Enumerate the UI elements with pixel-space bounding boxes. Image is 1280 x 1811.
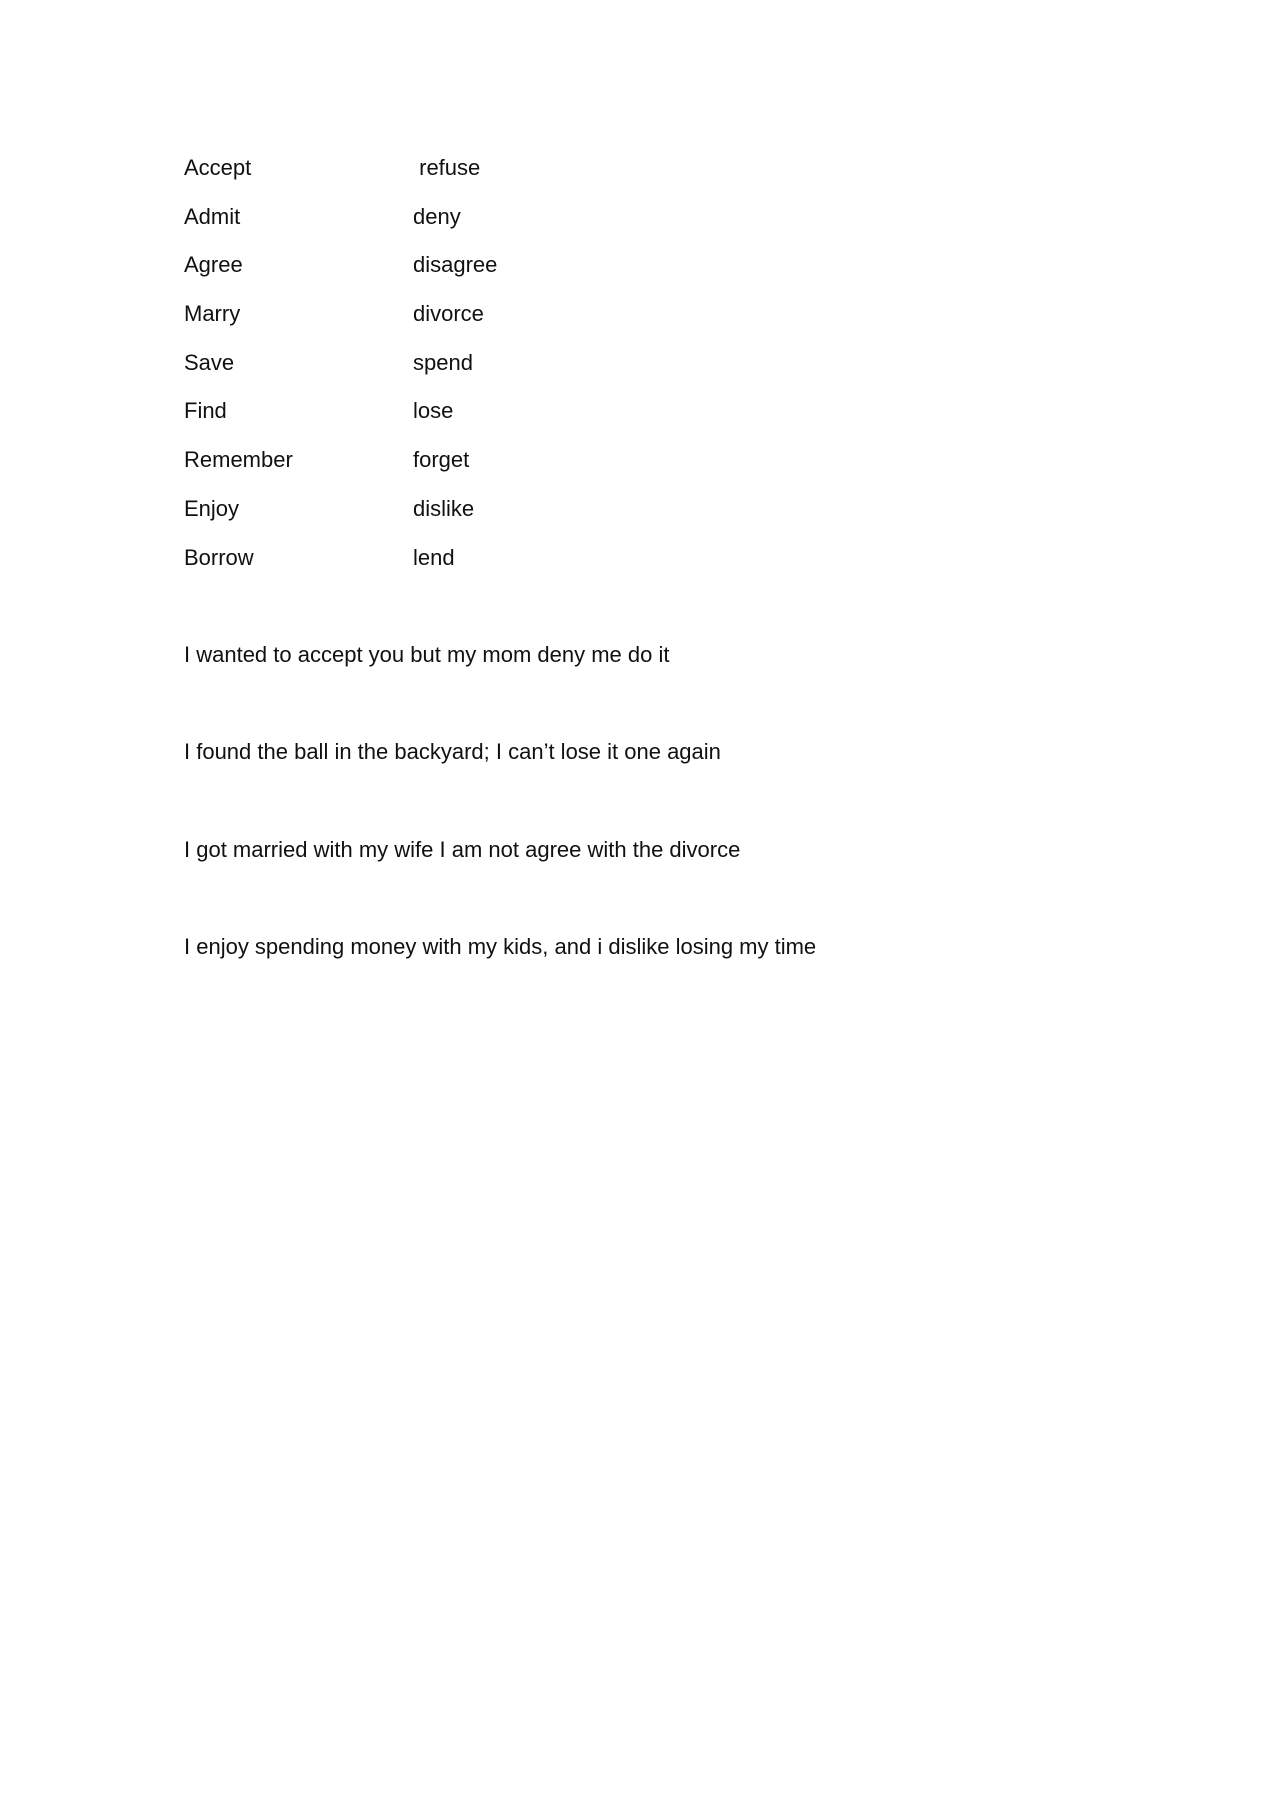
- word-opposite: deny: [413, 203, 461, 229]
- word-opposite: divorce: [413, 301, 484, 327]
- word-pair-row: [184, 491, 1164, 540]
- word-pair-row: [184, 199, 1164, 248]
- word-opposite: spend: [413, 349, 473, 375]
- word-opposite: lose: [413, 398, 454, 424]
- word-left: Accept: [184, 155, 252, 180]
- word-pair-row: [184, 296, 1164, 345]
- word-left: Save: [184, 349, 235, 375]
- sentence: I found the ball in the backyard; I can’t lose it one again: [184, 739, 721, 765]
- word-left: Borrow: [184, 544, 254, 570]
- word-left: Enjoy: [184, 495, 240, 521]
- word-opposite: disagree: [413, 252, 498, 278]
- example-sentences: [184, 637, 1164, 1026]
- document-content: [184, 150, 1164, 1026]
- word-pair-row: [184, 247, 1164, 296]
- word-opposite: forget: [413, 447, 470, 473]
- word-pairs-list: [184, 150, 1164, 588]
- word-left: Remember: [184, 447, 293, 473]
- word-pair-row: [184, 540, 1164, 589]
- sentence: I wanted to accept you but my mom deny me do it: [184, 642, 670, 668]
- word-opposite: refuse: [413, 155, 481, 180]
- word-left: Agree: [184, 252, 243, 278]
- word-pair-row: [184, 442, 1164, 491]
- word-left: Find: [184, 398, 227, 424]
- word-pair-row: [184, 393, 1164, 442]
- sentence: I got married with my wife I am not agree with the divorce: [184, 836, 741, 862]
- word-pair-row: [184, 345, 1164, 394]
- word-opposite: dislike: [413, 495, 475, 521]
- sentence: I enjoy spending money with my kids, and i dislike losing my time: [184, 933, 817, 959]
- word-opposite: lend: [413, 544, 455, 570]
- word-pair-row: [184, 150, 1164, 199]
- word-left: Marry: [184, 301, 241, 327]
- word-left: Admit: [184, 203, 241, 229]
